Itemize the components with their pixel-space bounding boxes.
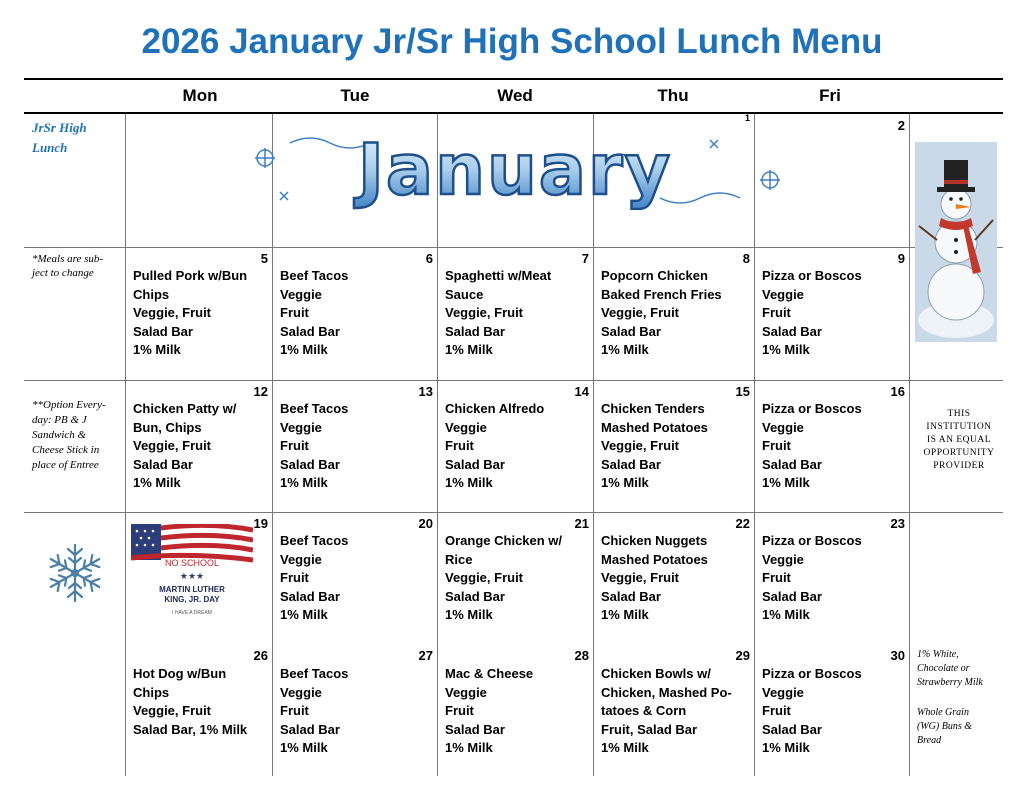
date-number: 15	[735, 384, 750, 399]
menu-cell-jan-30: Pizza or Boscos Veggie Fruit Salad Bar 1% Milk	[762, 666, 862, 755]
date-number: 19	[253, 516, 268, 531]
date-number: 16	[890, 384, 905, 399]
top-rule	[24, 78, 1003, 80]
menu-cell-jan-21: Orange Chicken w/ Rice Veggie, Fruit Salad Bar 1% Milk	[445, 533, 563, 622]
date-number: 14	[574, 384, 589, 399]
row-divider	[24, 380, 1003, 381]
menu-cell-jan-14: Chicken Alfredo Veggie Fruit Salad Bar 1% Milk	[445, 401, 545, 490]
header-rule	[24, 112, 1003, 114]
date-number: 30	[890, 648, 905, 663]
column-divider	[272, 114, 273, 776]
menu-cell-jan-29: Chicken Bowls w/ Chicken, Mashed Po- tatoes & Corn Fruit, Salad Bar 1% Milk	[601, 666, 732, 755]
menu-cell-jan-22: Chicken Nuggets Mashed Potatoes Veggie, Fruit Salad Bar 1% Milk	[601, 533, 708, 622]
no-school-label: NO SCHOOL	[164, 558, 220, 568]
day-header-mon: Mon	[182, 86, 218, 105]
date-number: 1	[744, 113, 750, 123]
menu-cell-jan-26: Hot Dog w/Bun Chips Veggie, Fruit Salad Bar, 1% Milk	[133, 666, 248, 737]
meals-subject-note: *Meals are sub- ject to change	[32, 253, 104, 279]
page-title: 2026 January Jr/Sr High School Lunch Menu	[141, 22, 883, 61]
menu-cell-jan-12: Chicken Patty w/ Bun, Chips Veggie, Fruit Salad Bar 1% Milk	[133, 401, 237, 490]
row-divider	[24, 512, 1003, 513]
column-divider	[754, 114, 755, 776]
column-divider	[909, 114, 910, 776]
option-everyday-note: **Option Every- day: PB & J Sandwich & Cheese Stick in place of Entree	[32, 399, 106, 471]
column-divider	[593, 114, 594, 776]
date-number: 26	[253, 648, 268, 663]
date-number: 28	[574, 648, 589, 663]
date-number: 7	[581, 251, 589, 266]
january-banner-word: January	[357, 129, 673, 210]
date-number: 20	[418, 516, 433, 531]
day-header-tue: Tue	[340, 86, 370, 105]
menu-cell-jan-28: Mac & Cheese Veggie Fruit Salad Bar 1% Milk	[445, 666, 534, 755]
date-number: 2	[897, 118, 905, 133]
date-number: 8	[742, 251, 750, 266]
mlk-label-line2: KING, JR. DAY	[164, 595, 220, 604]
date-number: 13	[418, 384, 433, 399]
date-number: 6	[425, 251, 433, 266]
date-number: 5	[260, 251, 268, 266]
day-header-wed: Wed	[497, 86, 533, 105]
date-number: 9	[897, 251, 905, 266]
menu-cell-jan-6: Beef Tacos Veggie Fruit Salad Bar 1% Milk	[280, 268, 349, 357]
menu-cell-jan-8: Popcorn Chicken Baked French Fries Veggie, Fruit Salad Bar 1% Milk	[601, 268, 722, 357]
menu-cell-jan-23: Pizza or Boscos Veggie Fruit Salad Bar 1% Milk	[762, 533, 862, 622]
column-divider	[125, 114, 126, 776]
date-number: 23	[890, 516, 905, 531]
date-number: 22	[735, 516, 750, 531]
menu-cell-jan-9: Pizza or Boscos Veggie Fruit Salad Bar 1% Milk	[762, 268, 862, 357]
menu-cell-jan-20: Beef Tacos Veggie Fruit Salad Bar 1% Milk	[280, 533, 349, 622]
menu-cell-jan-5: Pulled Pork w/Bun Chips Veggie, Fruit Salad Bar 1% Milk	[133, 268, 248, 357]
date-number: 27	[418, 648, 433, 663]
date-number: 21	[574, 516, 589, 531]
date-number: 12	[253, 384, 268, 399]
menu-cell-jan-13: Beef Tacos Veggie Fruit Salad Bar 1% Milk	[280, 401, 349, 490]
jrsr-high-lunch-label: JrSr High Lunch	[32, 120, 87, 155]
svg-text:★★★: ★★★	[179, 572, 205, 582]
mlk-label-line1: MARTIN LUTHER	[159, 585, 225, 594]
january-banner	[240, 128, 790, 210]
snowman-image	[915, 142, 997, 342]
row-divider	[24, 247, 1003, 248]
equal-opportunity-statement: THIS INSTITUTION IS AN EQUAL OPPORTUNITY PROVIDER	[923, 409, 995, 471]
mlk-day-no-school-image	[131, 524, 253, 620]
snowflake-icon	[42, 540, 108, 606]
day-header-thu: Thu	[657, 86, 689, 105]
milk-note: 1% White, Chocolate or Strawberry Milk	[917, 649, 983, 688]
menu-cell-jan-7: Spaghetti w/Meat Sauce Veggie, Fruit Salad Bar 1% Milk	[445, 268, 552, 357]
day-header-fri: Fri	[819, 86, 841, 105]
menu-cell-jan-16: Pizza or Boscos Veggie Fruit Salad Bar 1% Milk	[762, 401, 862, 490]
mlk-tagline: I HAVE A DREAM	[172, 610, 212, 616]
menu-cell-jan-27: Beef Tacos Veggie Fruit Salad Bar 1% Milk	[280, 666, 349, 755]
buns-note: Whole Grain (WG) Buns & Bread	[917, 707, 972, 746]
menu-cell-jan-15: Chicken Tenders Mashed Potatoes Veggie, Fruit Salad Bar 1% Milk	[601, 401, 708, 490]
column-divider	[437, 114, 438, 776]
date-number: 29	[735, 648, 750, 663]
